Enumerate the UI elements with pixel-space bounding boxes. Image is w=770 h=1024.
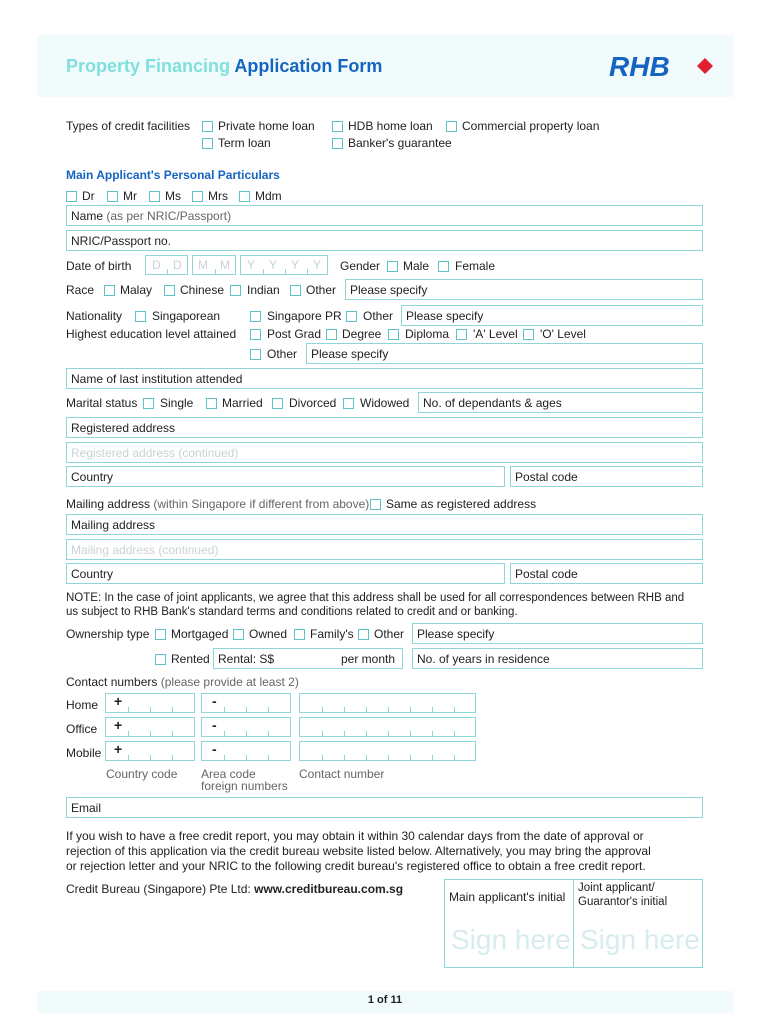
label-private-home-loan: Private home loan [218,119,315,133]
joint-initial-label-1: Joint applicant/ [578,882,655,894]
ownership-specify-label: Please specify [417,627,495,641]
label-education-other: Other [267,347,298,361]
home-label: Home [66,698,99,712]
title-part-1: Property Financing [66,56,231,76]
registered-country-field[interactable] [66,466,505,487]
form-header [37,35,733,97]
checkbox-divorced[interactable] [272,398,283,409]
per-month-label: per month [341,652,396,666]
checkbox-a-level[interactable] [456,329,467,340]
mailing-postal-label: Postal code [515,567,578,581]
gender-label: Gender [340,259,381,273]
dob-month-input[interactable] [192,255,236,275]
mailing-label: Mailing address [66,497,151,511]
label-ownership-other: Other [374,627,405,641]
checkbox-married[interactable] [206,398,217,409]
label-hdb-home-loan: HDB home loan [348,119,433,133]
checkbox-male[interactable] [387,261,398,272]
credit-facilities-label: Types of credit facilities [66,119,191,133]
joint-applicant-initial-box[interactable] [573,879,703,968]
mailing-hint: (within Singapore if different from above) [153,497,370,511]
name-field[interactable] [66,205,703,226]
label-a-level: 'A' Level [473,327,518,341]
nationality-label: Nationality [66,309,123,323]
nric-field[interactable] [66,230,703,251]
email-label: Email [71,801,102,815]
foreign-numbers-caption: foreign numbers [201,779,288,793]
form-title [66,56,382,77]
svg-text:RHB: RHB [609,51,670,82]
registered-postal-field[interactable] [510,466,703,487]
label-divorced: Divorced [289,396,337,410]
title-part-2: Application Form [234,56,383,76]
rental-amount-input[interactable] [213,648,403,669]
label-singaporean: Singaporean [152,309,221,323]
checkbox-familys[interactable] [294,629,305,640]
main-sign-here-placeholder: Sign here [451,924,571,955]
checkbox-mortgaged[interactable] [155,629,166,640]
nationality-other-input[interactable] [401,305,703,326]
label-indian: Indian [247,283,280,297]
label-same-as-registered: Same as registered address [386,497,537,511]
institution-label: Name of last institution attended [71,372,243,386]
ownership-other-input[interactable] [412,623,703,644]
label-dr: Dr [82,189,95,203]
credit-bureau-name: Credit Bureau (Singapore) Pte Ltd: [66,882,255,896]
office-label: Office [66,722,98,736]
main-applicant-initial-box[interactable] [444,879,574,968]
joint-initial-label-2: Guarantor's initial [578,896,668,908]
area-code-caption: Area code [201,767,256,781]
dob-label: Date of birth [66,259,132,273]
checkbox-post-grad[interactable] [250,329,261,340]
office-country-code-input[interactable]: + [105,717,195,737]
mailing-postal-field[interactable] [510,563,703,584]
checkbox-mdm[interactable] [239,191,250,202]
institution-field[interactable] [66,368,703,389]
checkbox-ownership-other[interactable] [358,629,369,640]
checkbox-commercial-property-loan[interactable] [446,121,457,132]
mailing-country-field[interactable] [66,563,505,584]
checkbox-dr[interactable] [66,191,77,202]
checkbox-malay[interactable] [104,285,115,296]
home-area-code-input[interactable]: - [201,693,291,713]
main-initial-label: Main applicant's initial [449,890,566,904]
checkbox-singapore-pr[interactable] [250,311,261,322]
race-specify-label: Please specify [350,283,428,297]
checkbox-private-home-loan[interactable] [202,121,213,132]
joint-applicant-note-2: us subject to RHB Bank's standard terms and conditions related to credit and or banking. [66,606,518,618]
ownership-label: Ownership type [66,627,150,641]
checkbox-degree[interactable] [326,329,337,340]
years-in-residence-field[interactable] [412,648,703,669]
label-chinese: Chinese [180,283,225,297]
name-hint: (as per NRIC/Passport) [106,209,232,223]
mailing-address-heading [66,497,369,511]
label-mdm: Mdm [255,189,282,203]
mailing-address-label: Mailing address [71,518,156,532]
contact-number-caption: Contact number [299,767,385,781]
checkbox-nationality-other[interactable] [346,311,357,322]
mobile-area-code-input[interactable]: - [201,741,291,761]
name-label: Name [71,209,104,223]
checkbox-female[interactable] [438,261,449,272]
mobile-country-code-input[interactable]: + [105,741,195,761]
mailing-address-cont-label: Mailing address (continued) [71,543,219,557]
education-other-input[interactable] [306,343,703,364]
label-singapore-pr: Singapore PR [267,309,342,323]
years-in-residence-label: No. of years in residence [417,652,550,666]
label-female: Female [455,259,496,273]
mailing-address-cont-field[interactable] [66,539,703,560]
dob-y2: Y [269,258,278,272]
checkbox-o-level[interactable] [523,329,534,340]
home-contact-number-input[interactable] [299,693,476,713]
checkbox-singaporean[interactable] [135,311,146,322]
joint-applicant-note: NOTE: In the case of joint applicants, we agree that this address shall be used for all correspondences between RHB and [66,592,685,604]
label-malay: Malay [120,283,153,297]
nationality-specify-label: Please specify [406,309,484,323]
dob-day-input[interactable] [145,255,188,275]
race-other-input[interactable] [345,279,703,300]
race-label: Race [66,283,95,297]
dob-m2: M [220,258,230,272]
home-country-code-input[interactable]: + [105,693,195,713]
office-contact-number-input[interactable] [299,717,476,737]
dob-y3: Y [291,258,300,272]
label-rented: Rented [171,652,210,666]
checkbox-single[interactable] [143,398,154,409]
checkbox-rented[interactable] [155,654,166,665]
mobile-contact-number-input[interactable] [299,741,476,761]
label-degree: Degree [342,327,382,341]
education-label: Highest education level attained [66,327,237,341]
registered-address-cont-field[interactable] [66,442,703,463]
nric-label: NRIC/Passport no. [71,234,172,248]
registered-address-field[interactable] [66,417,703,438]
contact-label: Contact numbers [66,675,158,689]
label-single: Single [160,396,194,410]
credit-bureau-link[interactable]: www.creditbureau.com.sg [254,882,404,896]
label-familys: Family's [310,627,354,641]
credit-report-text-2: rejection of this application via the credit bureau website listed below. Alternatively, you may bring the approval [66,844,651,858]
main-applicant-section-title: Main Applicant's Personal Particulars [66,168,280,182]
label-married: Married [222,396,263,410]
label-post-grad: Post Grad [267,327,322,341]
marital-status-label: Marital status [66,396,138,410]
dependants-label: No. of dependants & ages [423,396,562,410]
registered-country-label: Country [71,470,114,484]
checkbox-owned[interactable] [233,629,244,640]
checkbox-same-as-registered[interactable] [370,499,381,510]
rental-label: Rental: S$ [218,652,275,666]
label-bankers-guarantee: Banker's guarantee [348,136,452,150]
page-number: 1 of 11 [367,994,403,1006]
rhb-logo [609,50,715,82]
registered-address-label: Registered address [71,421,176,435]
label-commercial-property-loan: Commercial property loan [462,119,600,133]
label-male: Male [403,259,430,273]
dob-year-input[interactable] [240,255,328,275]
dob-y1: Y [247,258,256,272]
label-owned: Owned [249,627,288,641]
checkbox-indian[interactable] [230,285,241,296]
credit-report-text-3: or rejection letter and your NRIC to the following credit bureau's registered office to obtain a free credit report. [66,859,646,873]
dob-d2: D [173,258,182,272]
label-mrs: Mrs [208,189,228,203]
registered-postal-label: Postal code [515,470,578,484]
label-ms: Ms [165,189,181,203]
contact-numbers-heading [66,675,299,689]
dob-m1: M [198,258,208,272]
dependants-field[interactable] [418,392,703,413]
credit-report-text-1: If you wish to have a free credit report, you may obtain it within 30 calendar days from the date of approval or [66,829,644,843]
mobile-label: Mobile [66,746,102,760]
mailing-address-field[interactable] [66,514,703,535]
checkbox-hdb-home-loan[interactable] [332,121,343,132]
checkbox-mr[interactable] [107,191,118,202]
checkbox-ms[interactable] [149,191,160,202]
email-field[interactable] [66,797,703,818]
office-area-code-input[interactable]: - [201,717,291,737]
registered-address-cont-label: Registered address (continued) [71,446,239,460]
dob-d1: D [152,258,161,272]
label-term-loan: Term loan [218,136,271,150]
label-widowed: Widowed [360,396,410,410]
label-diploma: Diploma [405,327,450,341]
checkbox-term-loan[interactable] [202,138,213,149]
checkbox-race-other[interactable] [290,285,301,296]
joint-sign-here-placeholder: Sign here [580,924,700,955]
country-code-caption: Country code [106,767,178,781]
page-footer [37,991,733,1013]
label-nationality-other: Other [363,309,394,323]
education-specify-label: Please specify [311,347,389,361]
label-o-level: 'O' Level [540,327,586,341]
checkbox-widowed[interactable] [343,398,354,409]
label-race-other: Other [306,283,337,297]
contact-hint: (please provide at least 2) [160,675,299,689]
checkbox-education-other[interactable] [250,349,261,360]
checkbox-mrs[interactable] [192,191,203,202]
dob-y4: Y [313,258,322,272]
checkbox-chinese[interactable] [164,285,175,296]
label-mortgaged: Mortgaged [171,627,229,641]
checkbox-bankers-guarantee[interactable] [332,138,343,149]
mailing-country-label: Country [71,567,114,581]
checkbox-diploma[interactable] [388,329,399,340]
label-mr: Mr [123,189,137,203]
credit-bureau-line [66,882,403,896]
